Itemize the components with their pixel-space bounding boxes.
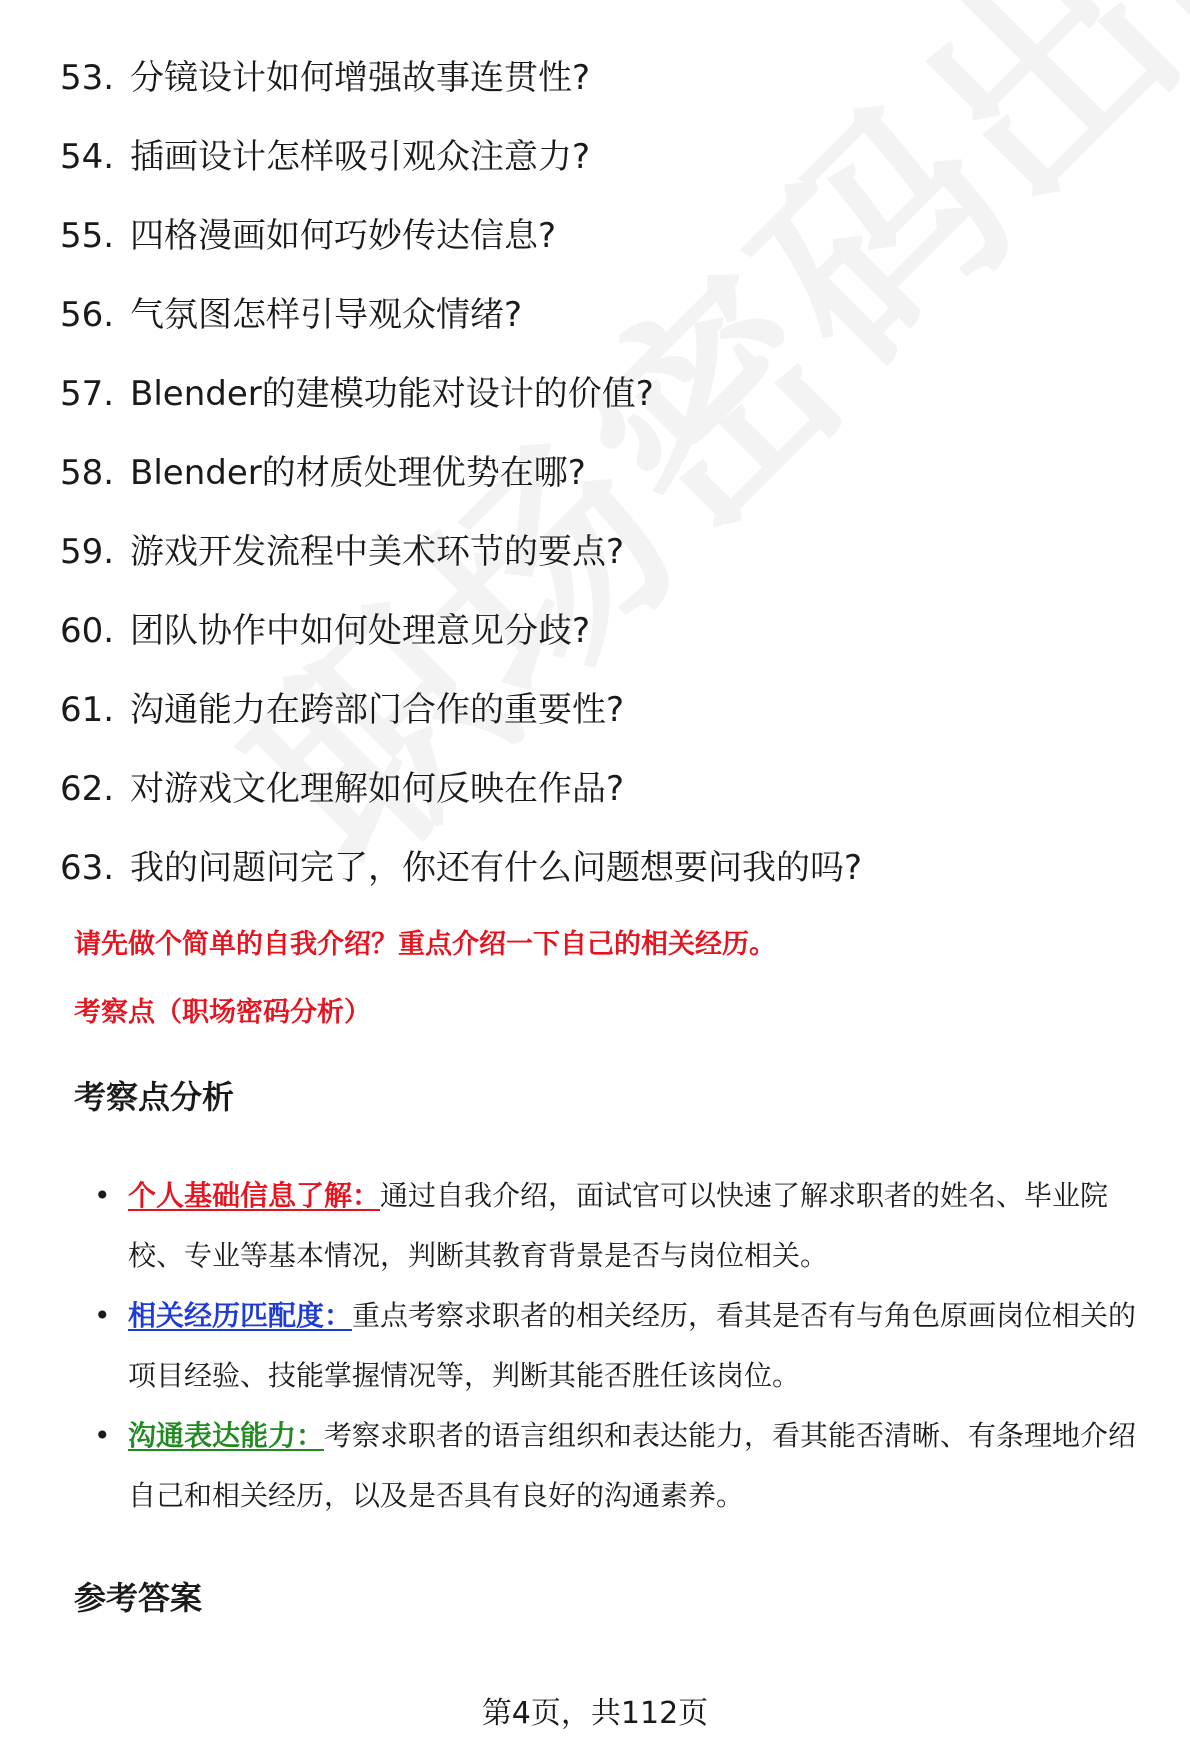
question-text: 插画设计怎样吸引观众注意力? — [130, 137, 591, 177]
answer-heading: 参考答案 — [74, 1579, 203, 1617]
list-item — [60, 682, 862, 761]
question-text: Blender的材质处理优势在哪? — [130, 453, 586, 493]
analysis-text: 考察求职者的语言组织和表达能力，看其能否清晰、有条理地介绍自己和相关经历，以及是否具有良好的沟通素养。 — [128, 1419, 1137, 1512]
question-number: 54. — [60, 137, 115, 177]
bullet-icon: • — [94, 1299, 111, 1332]
question-number: 61. — [60, 690, 115, 730]
question-list — [60, 50, 862, 919]
question-text: 分镜设计如何增强故事连贯性? — [130, 58, 591, 98]
question-number: 60. — [60, 611, 115, 651]
analysis-list — [94, 1166, 1156, 1526]
list-item — [60, 524, 862, 603]
question-number: 53. — [60, 58, 115, 98]
list-item — [60, 761, 862, 840]
list-item — [60, 129, 862, 208]
page-footer: 第4页，共112页 — [481, 1696, 709, 1731]
question-number: 62. — [60, 769, 115, 809]
list-item — [60, 445, 862, 524]
question-number: 55. — [60, 216, 115, 256]
analysis-heading: 考察点分析 — [74, 1078, 235, 1116]
list-item — [94, 1166, 1156, 1286]
list-item — [60, 50, 862, 129]
list-item — [60, 287, 862, 366]
question-title: 请先做个简单的自我介绍？重点介绍一下自己的相关经历。 — [74, 929, 776, 960]
question-number: 63. — [60, 848, 115, 888]
analysis-text: 重点考察求职者的相关经历，看其是否有与角色原画岗位相关的项目经验、技能掌握情况等，判断其能否胜任该岗位。 — [128, 1299, 1137, 1392]
question-text: 团队协作中如何处理意见分歧? — [130, 611, 591, 651]
question-text: 沟通能力在跨部门合作的重要性? — [130, 690, 625, 730]
list-item — [60, 603, 862, 682]
question-text: 四格漫画如何巧妙传达信息? — [130, 216, 557, 256]
analysis-lead: 个人基础信息了解： — [128, 1179, 381, 1212]
question-subtitle: 考察点（职场密码分析） — [74, 997, 371, 1028]
question-text: 对游戏文化理解如何反映在作品? — [130, 769, 625, 809]
question-text: Blender的建模功能对设计的价值? — [130, 374, 654, 414]
list-item — [60, 366, 862, 445]
analysis-lead: 沟通表达能力： — [128, 1419, 325, 1452]
bullet-icon: • — [94, 1419, 111, 1452]
question-text: 我的问题问完了，你还有什么问题想要问我的吗? — [130, 848, 863, 888]
bullet-icon: • — [94, 1179, 111, 1212]
question-number: 56. — [60, 295, 115, 335]
question-text: 游戏开发流程中美术环节的要点? — [130, 532, 625, 572]
question-text: 气氛图怎样引导观众情绪? — [130, 295, 523, 335]
list-item — [60, 840, 862, 919]
analysis-lead: 相关经历匹配度： — [128, 1299, 353, 1332]
list-item — [60, 208, 862, 287]
list-item — [94, 1406, 1156, 1526]
list-item — [94, 1286, 1156, 1406]
question-number: 58. — [60, 453, 115, 493]
question-number: 57. — [60, 374, 115, 414]
question-number: 59. — [60, 532, 115, 572]
analysis-text: 通过自我介绍，面试官可以快速了解求职者的姓名、毕业院校、专业等基本情况，判断其教育背景是否与岗位相关。 — [128, 1179, 1109, 1272]
